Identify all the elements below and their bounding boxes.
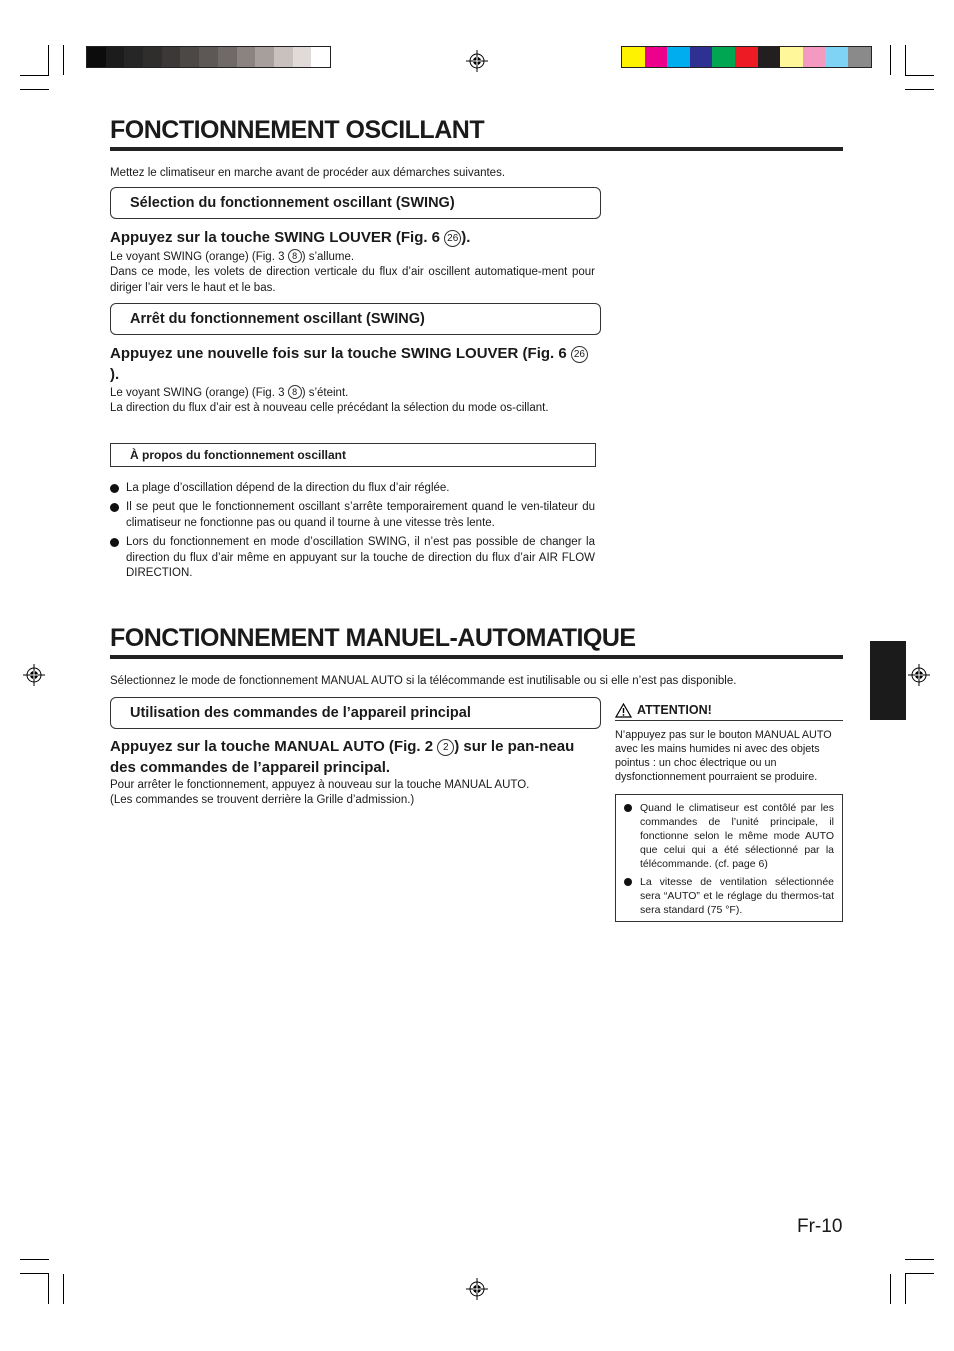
color-swatch [825, 47, 848, 67]
color-swatch [311, 47, 330, 67]
callout-number: 26 [571, 346, 588, 363]
crop-mark [905, 1259, 934, 1260]
color-swatch [803, 47, 826, 67]
callout-number: 2 [437, 739, 454, 756]
bullet-icon [110, 484, 119, 493]
crop-mark [890, 1274, 891, 1304]
crop-mark [63, 45, 64, 75]
section-title-swing: FONCTIONNEMENT OSCILLANT [110, 116, 843, 151]
page-number: Fr-10 [797, 1216, 843, 1237]
subsection-box-swing-select: Sélection du fonctionnement oscillant (SWING) [110, 187, 601, 219]
crop-mark [63, 1274, 64, 1304]
registration-mark-icon [908, 664, 930, 686]
crop-mark [905, 45, 906, 75]
crop-mark [890, 45, 891, 75]
crop-mark [48, 45, 49, 75]
color-swatch [124, 47, 143, 67]
bullet-icon [624, 804, 632, 812]
bullet-icon [110, 538, 119, 547]
color-swatch [162, 47, 181, 67]
crop-mark [905, 75, 934, 76]
attention-label: ATTENTION! [637, 703, 712, 717]
color-swatch [690, 47, 713, 67]
color-swatch [735, 47, 758, 67]
step-body-swing-off: Le voyant SWING (orange) (Fig. 3 8 ) s’éteint. La direction du flux d’air est à nouveau celle précédant la sélection du mode os-cillant. [110, 387, 549, 415]
callout-number: 26 [444, 230, 461, 247]
color-swatch [106, 47, 125, 67]
crop-mark [20, 75, 49, 76]
step-title-swing-on: Appuyez sur la touche SWING LOUVER (Fig. 6 26 ). [110, 229, 471, 246]
color-swatch [293, 47, 312, 67]
callout-number: 8 [288, 249, 302, 263]
color-swatch [274, 47, 293, 67]
warning-icon [615, 703, 632, 718]
crop-mark [20, 1273, 49, 1274]
list-item: Il se peut que le fonctionnement oscillant s’arrête temporairement quand le ven-tilateur du climatiseur ne fonctionne pas ou quand il tourne à une vitesse très lente. [110, 500, 595, 531]
bullet-icon [110, 503, 119, 512]
color-swatch [87, 47, 106, 67]
swing-notes-list [110, 481, 595, 585]
color-swatch [255, 47, 274, 67]
language-side-tab [870, 641, 906, 720]
color-swatch [143, 47, 162, 67]
crop-mark [905, 1274, 906, 1304]
color-swatch [758, 47, 781, 67]
color-swatch [218, 47, 237, 67]
step-title-manual-auto: Appuyez sur la touche MANUAL AUTO (Fig. 2 2 ) sur le pan-neau des commandes de l’appareil principal. [110, 738, 575, 776]
about-swing-box: À propos du fonctionnement oscillant [110, 443, 596, 467]
section-title-manual-auto: FONCTIONNEMENT MANUEL-AUTOMATIQUE [110, 624, 843, 659]
color-swatch [780, 47, 803, 67]
registration-mark-icon [466, 50, 488, 72]
crop-mark [20, 1259, 49, 1260]
section-intro-swing: Mettez le climatiseur en marche avant de procéder aux démarches suivantes. [110, 167, 506, 179]
color-swatch [180, 47, 199, 67]
step-title-swing-off: Appuyez une nouvelle fois sur la touche SWING LOUVER (Fig. 6 26). [110, 343, 595, 385]
manual-auto-notes-box [615, 794, 843, 922]
attention-header [615, 700, 843, 721]
list-item: La plage d’oscillation dépend de la direction du flux d’air réglée. [110, 481, 595, 496]
bullet-icon [624, 878, 632, 886]
color-swatch [667, 47, 690, 67]
list-item: Quand le climatiseur est contôlé par les commandes de l’unité principale, il fonctionne selon le même mode AUTO que celui qui a été sélectionné par la télécommande. (cf. page 6) [624, 801, 834, 871]
step-body-swing-on: Le voyant SWING (orange) (Fig. 3 8 ) s’allume. Dans ce mode, les volets de direction verticale du flux d’air oscillent automatique-ment pour diriger l’air vers le haut et le bas. [110, 251, 595, 294]
step-body-manual-auto: Pour arrêter le fonctionnement, appuyez à nouveau sur la touche MANUAL AUTO. (Les commandes se trouvent derrière la Grille d’admission.) [110, 779, 530, 807]
crop-mark [905, 1273, 934, 1274]
grayscale-color-bar [86, 46, 331, 68]
color-swatch [712, 47, 735, 67]
crop-mark [905, 89, 934, 90]
color-swatch [645, 47, 668, 67]
color-swatch [848, 47, 871, 67]
list-item: La vitesse de ventilation sélectionnée sera “AUTO” et le réglage du thermos-tat sera standard (75 °F). [624, 875, 834, 917]
color-swatch [237, 47, 256, 67]
subsection-box-swing-stop: Arrêt du fonctionnement oscillant (SWING) [110, 303, 601, 335]
color-swatch [622, 47, 645, 67]
registration-mark-icon [466, 1278, 488, 1300]
registration-mark-icon [23, 664, 45, 686]
color-swatch [199, 47, 218, 67]
crop-mark [20, 89, 49, 90]
callout-number: 8 [288, 385, 302, 399]
attention-text: N’appuyez pas sur le bouton MANUAL AUTO avec les mains humides ni avec des objets pointus : un choc électrique ou un dysfonctionnement pourraient se produire. [615, 729, 832, 783]
list-item: Lors du fonctionnement en mode d’oscillation SWING, il n’est pas possible de changer la direction du flux d’air même en appuyant sur la touche de direction du flux d’air AIR FLOW DIRECTION. [110, 535, 595, 581]
section-intro-manual-auto: Sélectionnez le mode de fonctionnement MANUAL AUTO si la télécommande est inutilisable ou si elle n’est pas disponible. [110, 675, 737, 687]
crop-mark [48, 1274, 49, 1304]
process-color-bar [621, 46, 872, 68]
subsection-box-main-controls: Utilisation des commandes de l’appareil principal [110, 697, 601, 729]
